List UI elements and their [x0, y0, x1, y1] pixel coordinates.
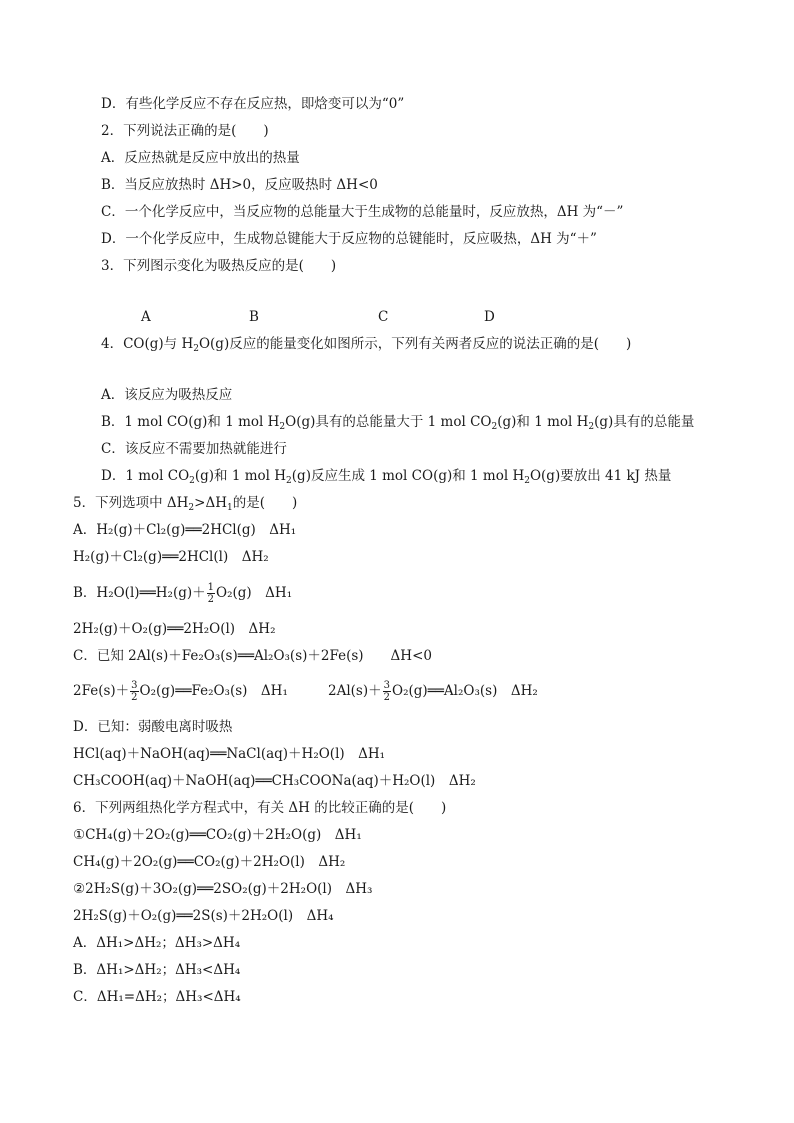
q6-option-c: C．ΔH₁=ΔH₂；ΔH₃<ΔH₄	[73, 989, 241, 1005]
question-4-stem: 4．CO(g)与 $H_2O(g)$反应的能量变化如图所示，下列有关两者反应的说法正确的是( )	[101, 336, 632, 354]
fraction-three-halves: $\frac{3}{2}$	[383, 680, 390, 703]
fraction-one-half: $\frac{1}{2}$	[207, 582, 215, 605]
question-3-stem: 3．下列图示变化为吸热反应的是( )	[101, 258, 337, 274]
q3-label-b: B	[249, 309, 259, 325]
question-2-stem: 2．下列说法正确的是( )	[101, 123, 269, 139]
q6-equation-1: ①CH₄(g)＋2O₂(g)══CO₂(g)＋2H₂O(g) ΔH₁	[73, 827, 362, 843]
q4-option-b: B．1 mol CO(g)和 1 mol $H_2O(g)$具有的总能量大于 1 mol $CO_2(g)$和 1 mol $H_2(g)$具有的总能量	[101, 414, 695, 432]
q5-option-d-given: D．已知：弱酸电离时吸热	[73, 719, 233, 735]
q5-option-c-eq1: 2Fe(s)＋ $\frac{3}{2}$ O₂(g)══Fe₂O₃(s) ΔH₁	[73, 680, 288, 703]
q5-option-b-eq2: 2H₂(g)＋O₂(g)══2H₂O(l) ΔH₂	[73, 621, 276, 637]
q2-option-a: A．反应热就是反应中放出的热量	[101, 150, 300, 166]
q3-label-c: C	[378, 309, 389, 325]
q2-option-d: D．一个化学反应中，生成物总键能大于反应物的总键能时，反应吸热，ΔH 为“＋”	[101, 231, 597, 247]
q2-option-b: B．当反应放热时 ΔH>0，反应吸热时 ΔH<0	[101, 177, 378, 193]
fraction-three-halves: $\frac{3}{2}$	[131, 680, 138, 703]
question-6-stem: 6．下列两组热化学方程式中，有关 ΔH 的比较正确的是( )	[73, 800, 447, 816]
q6-equation-2: CH₄(g)＋2O₂(g)══CO₂(g)＋2H₂O(l) ΔH₂	[73, 854, 346, 870]
q5-option-c-given: C．已知 2Al(s)＋Fe₂O₃(s)══Al₂O₃(s)＋2Fe(s) ΔH<0	[73, 648, 432, 664]
q5-option-a-eq2: H₂(g)＋Cl₂(g)══2HCl(l) ΔH₂	[73, 549, 269, 565]
q5-option-d-eq2: CH₃COOH(aq)＋NaOH(aq)══CH₃COONa(aq)＋H₂O(l) ΔH₂	[73, 773, 476, 789]
question-5-stem: 5．下列选项中 $\Delta H_2>\Delta H_1$的是( )	[73, 495, 298, 513]
q6-equation-3: ②2H₂S(g)＋3O₂(g)══2SO₂(g)＋2H₂O(l) ΔH₃	[73, 881, 373, 897]
q5-option-a-eq1: A．H₂(g)＋Cl₂(g)══2HCl(g) ΔH₁	[73, 522, 297, 538]
q5-option-d-eq1: HCl(aq)＋NaOH(aq)══NaCl(aq)＋H₂O(l) ΔH₁	[73, 746, 386, 762]
q4-option-d: D．1 mol $CO_2(g)$和 1 mol $H_2(g)$反应生成 1 mol CO(g)和 1 mol $H_2O(g)$要放出 41 kJ 热量	[101, 468, 672, 486]
q6-option-b: B．ΔH₁>ΔH₂；ΔH₃<ΔH₄	[73, 962, 241, 978]
q2-option-c: C．一个化学反应中，当反应物的总能量大于生成物的总能量时，反应放热，ΔH 为“－”	[101, 204, 624, 220]
q6-option-a: A．ΔH₁>ΔH₂；ΔH₃>ΔH₄	[73, 935, 241, 951]
q6-equation-4: 2H₂S(g)＋O₂(g)══2S(s)＋2H₂O(l) ΔH₄	[73, 908, 334, 924]
q4-option-a: A．该反应为吸热反应	[101, 387, 233, 403]
q5-option-b-eq1: B．H₂O(l)══H₂(g)＋ $\frac{1}{2}$ O₂(g) ΔH₁	[73, 582, 293, 605]
q3-label-a: A	[141, 309, 151, 325]
q3-label-d: D	[484, 309, 495, 325]
q4-option-c: C．该反应不需要加热就能进行	[101, 441, 287, 457]
q5-option-c-eq2: 2Al(s)＋ $\frac{3}{2}$ O₂(g)══Al₂O₃(s) ΔH₂	[328, 680, 538, 703]
q3-figure-labels	[0, 308, 794, 326]
q1-option-d: D．有些化学反应不存在反应热，即焓变可以为“0”	[101, 96, 405, 112]
